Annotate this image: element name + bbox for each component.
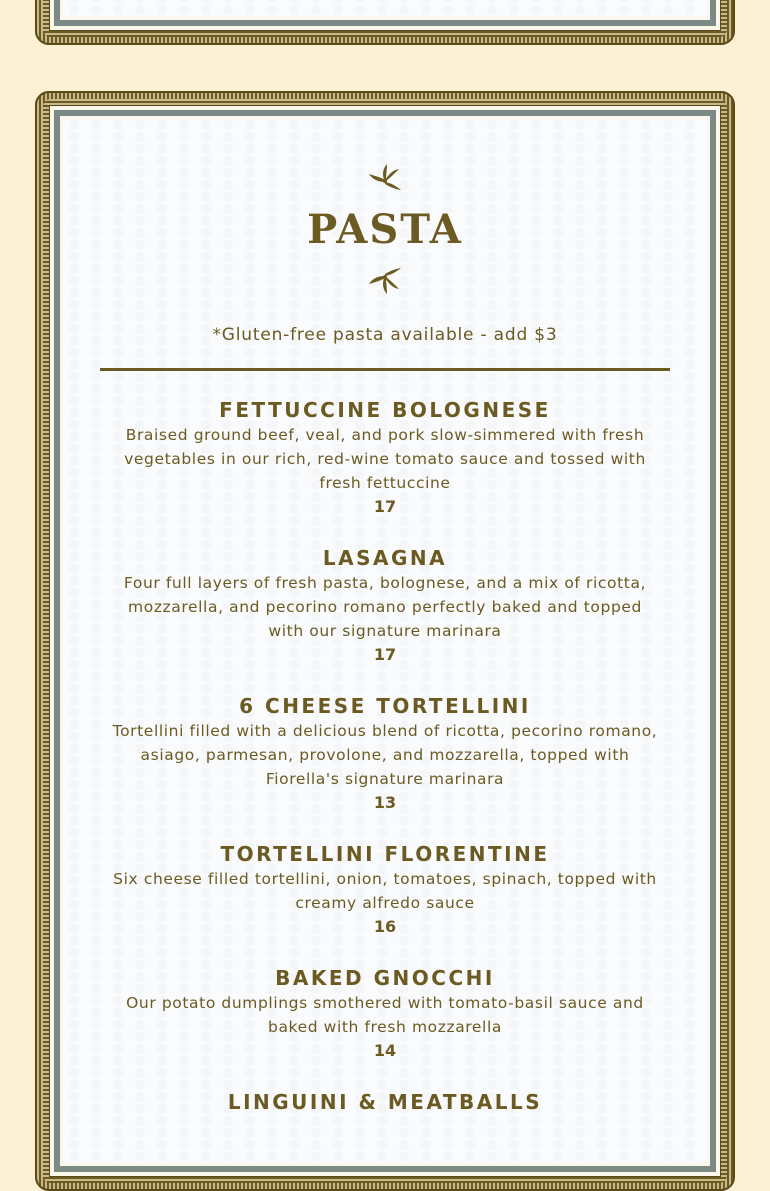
menu-item-description: Four full layers of fresh pasta, bolognese, and a mix of ricotta, mozzarella, and pecorino romano perfectly baked and topped with our signature marinara: [123, 574, 647, 640]
menu-item-name: LASAGNA: [322, 546, 448, 570]
menu-item-name: 6 CHEESE TORTELLINI: [239, 694, 531, 718]
menu-item: [100, 841, 670, 939]
previous-section-frame: [35, 0, 735, 45]
menu-item-description: Six cheese filled tortellini, onion, tomatoes, spinach, topped with creamy alfredo sauce: [113, 870, 657, 912]
fleuron-icon: [365, 160, 405, 200]
menu-item-description: Tortellini filled with a delicious blend of ricotta, pecorino romano, asiago, parmesan, provolone, and mozzarella, topped with Fiorella's signature marinara: [112, 722, 658, 788]
menu-item-price: 17: [373, 497, 397, 516]
menu-item-price: 13: [373, 793, 397, 812]
pasta-section: [100, 160, 670, 1141]
menu-item-description: Our potato dumplings smothered with tomato-basil sauce and baked with fresh mozzarella: [126, 994, 644, 1036]
menu-item-description: Braised ground beef, veal, and pork slow-simmered with fresh vegetables in our rich, red-wine tomato sauce and tossed with fresh fettuccine: [124, 426, 646, 492]
menu-item-name: LINGUINI & MEATBALLS: [227, 1090, 543, 1114]
menu-item-price: 17: [373, 645, 397, 664]
menu-item: [100, 1089, 670, 1115]
section-divider: [100, 368, 670, 371]
menu-item-price: 14: [373, 1041, 397, 1060]
menu-item-name: BAKED GNOCCHI: [275, 966, 495, 990]
fleuron-icon: [365, 258, 405, 298]
menu-item: [100, 965, 670, 1063]
menu-item-name: TORTELLINI FLORENTINE: [220, 842, 550, 866]
menu-item-price: 16: [373, 917, 397, 936]
menu-item: [100, 397, 670, 519]
menu-item: [100, 693, 670, 815]
menu-item: [100, 545, 670, 667]
menu-item-name: FETTUCCINE BOLOGNESE: [219, 398, 551, 422]
section-title: PASTA: [307, 206, 463, 253]
gluten-free-note: *Gluten-free pasta available - add $3: [212, 325, 558, 345]
